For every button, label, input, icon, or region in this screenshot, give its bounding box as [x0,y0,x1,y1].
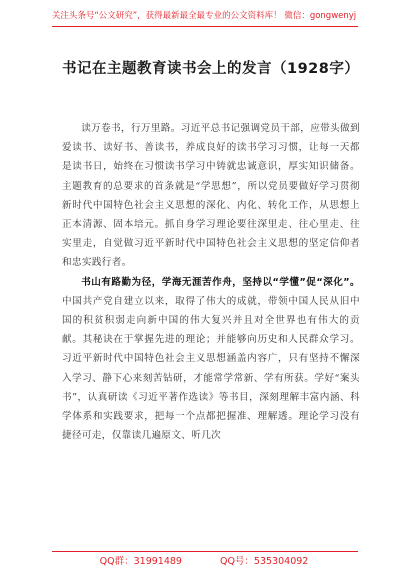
footer-contact [0,555,408,569]
footer-qq-number: QQ号：535304092 [219,556,309,567]
section-heading: 书山有路勤为径，学海无涯苦作舟，坚持以“学懂”促“深化”。 [81,276,360,288]
document-body [62,119,360,445]
top-divider [52,26,358,27]
document-title: 书记在主题教育读书会上的发言（1928字） [62,61,360,77]
paragraph-intro: 读万卷书，行万里路。习近平总书记强调党员干部，应带头做到爱读书、读好书、善读书，养成良好的读书学习习惯，让每一天都是读书日，始终在习惯读书学习中铸就忠诚意识，厚实知识储备。主题教育的总要求的首条就是“学思想”，所以党员要做好学习贯彻新时代中国特色社会主义思想的深化、内化、转化工作，从思想上正本清源、固本培元。抓自身学习理论要往深里走、往心里走、往实里走，自觉做习近平新时代中国特色社会主义思想的坚定信仰者和忠实践行者。 [62,123,360,269]
bottom-divider [52,551,358,552]
section-text: 中国共产党自建立以来，取得了伟大的成就，带领中国人民从旧中国的积贫积弱走向新中国的伟大复兴并且对全世界也有伟大的贡献。其秘诀在于掌握先进的理论；并能够向历史和人民群众学习。习近平新时代中国特色社会主义思想涵盖内容广，只有坚持不懈深入学习、静下心来刻苦钻研，才能常学常新、学有所获。学好“案头书”，认真研读《习近平著作选读》等书目，深刻理解丰富内涵、科学体系和实践要求，把每一个点都把握准、理解透。理论学习没有捷径可走，仅靠读几遍原文、听几次 [62,295,360,442]
footer-qq-group: QQ群：31991489 [99,556,182,567]
paragraph-section-one [62,273,360,446]
top-banner: 关注头条号“公文研究”，获得最新最全最专业的公文资料库！ 微信：gongwenyj [51,11,357,21]
